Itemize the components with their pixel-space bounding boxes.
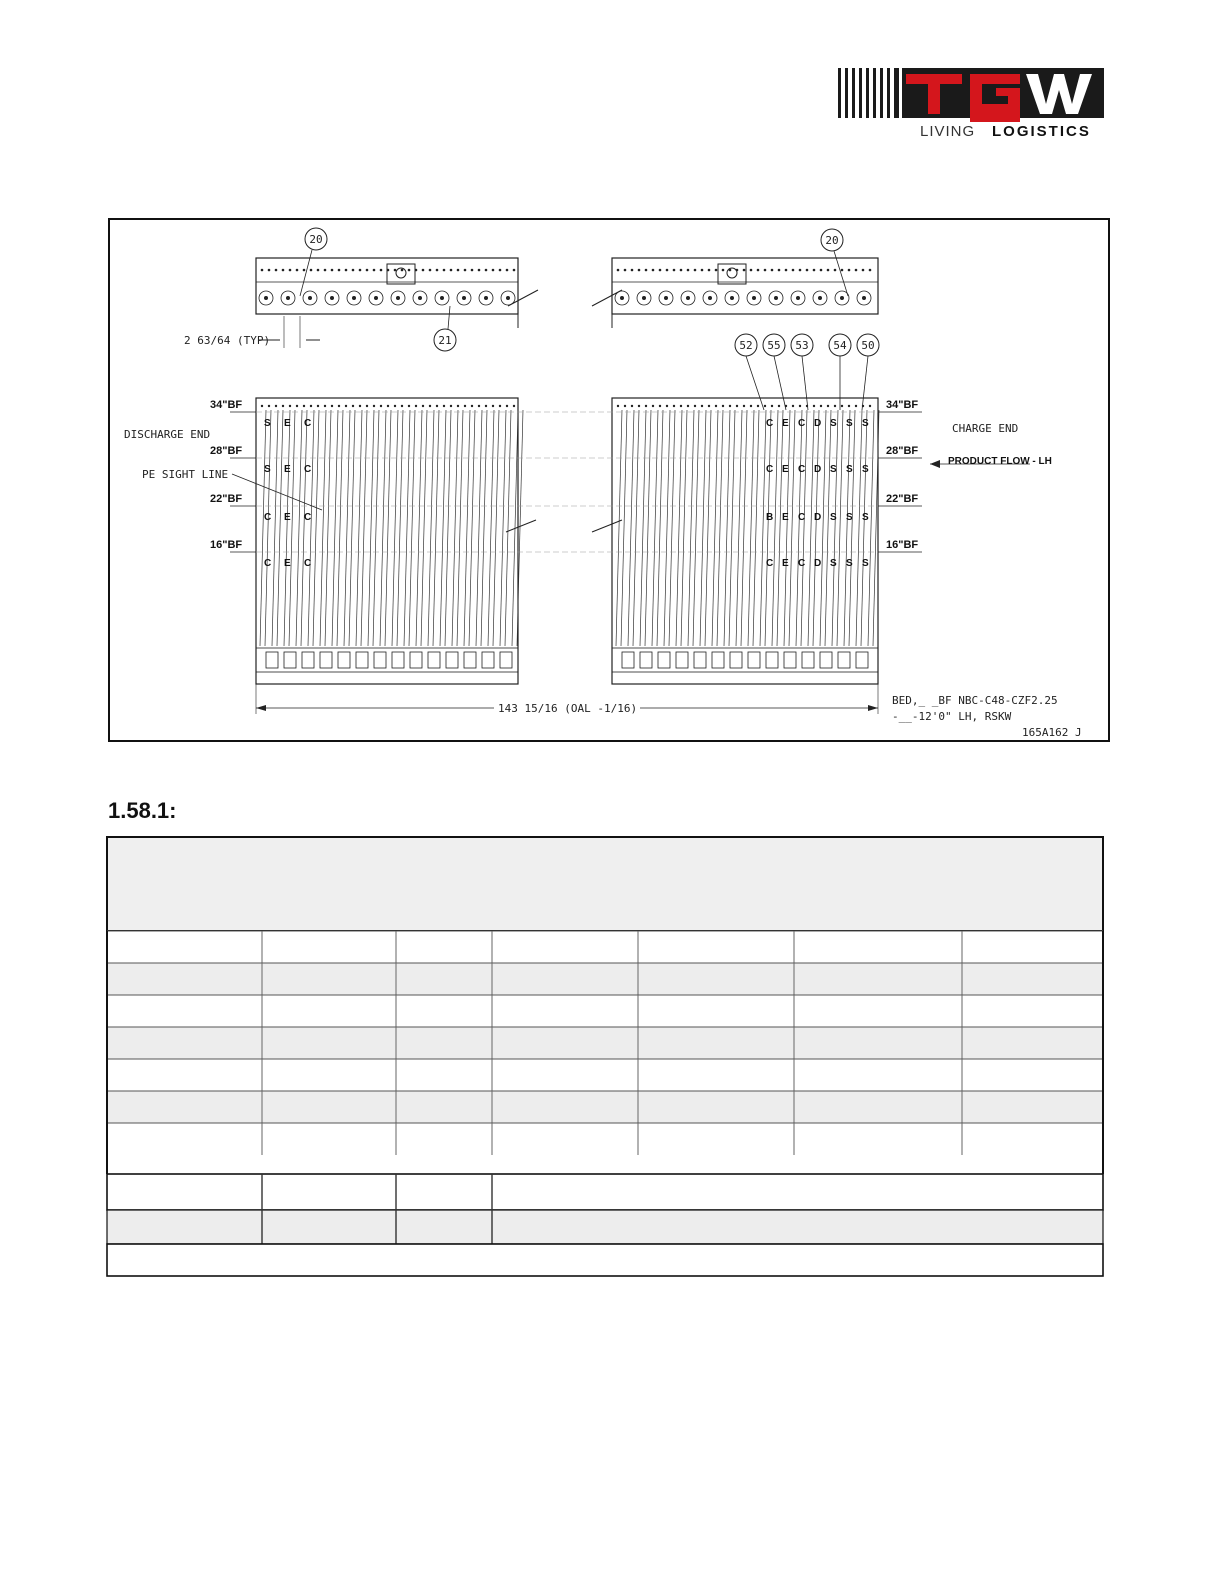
svg-text:-__-12'0" LH, RSKW: -__-12'0" LH, RSKW [892,710,1012,723]
plan-view-right [612,398,879,684]
level-label-left: 34"BF [210,399,243,411]
callout-21 [434,306,456,351]
engineering-drawing [108,218,1110,742]
zone-letter: S [862,558,869,569]
callout-number: 54 [833,339,847,352]
zone-letter: D [814,512,822,523]
zone-letter: C [766,464,774,475]
callout-number: 55 [767,339,781,352]
zone-letter: C [304,418,312,429]
discharge-end-label: DISCHARGE END [124,428,211,441]
charge-end-label: CHARGE END [952,422,1019,435]
zone-letters [264,418,869,569]
break-mark-left [506,520,536,532]
zone-letter: D [814,558,822,569]
svg-text:21: 21 [438,334,452,347]
callout-20-right [821,229,848,296]
zone-letter: C [304,464,312,475]
zone-letter: D [814,464,822,475]
zone-letter: S [846,464,853,475]
zone-letter: E [782,464,789,475]
level-label-right: 22"BF [886,493,919,505]
tgw-logo [836,66,1108,142]
zone-letter: B [766,512,774,523]
svg-text:PRODUCT FLOW - LH: PRODUCT FLOW - LH [948,456,1052,467]
level-label-left: 28"BF [210,445,243,457]
svg-text:165A162 J: 165A162 J [1022,726,1082,739]
zone-letter: S [846,512,853,523]
parts-table [106,836,1104,1278]
zone-letter: C [766,558,774,569]
zone-letter: C [798,512,806,523]
zone-letter: E [284,418,291,429]
plan-view-left [256,398,523,684]
svg-text:2 63/64 (TYP): 2 63/64 (TYP) [184,334,271,347]
zone-letter: C [264,512,272,523]
callout-number: 52 [739,339,753,352]
svg-text:PE SIGHT LINE: PE SIGHT LINE [142,468,229,481]
callout-number: 53 [795,339,809,352]
zone-letter: E [284,464,291,475]
zone-letter: S [264,418,271,429]
zone-letter: E [782,512,789,523]
zone-letter: C [304,512,312,523]
zone-letter: S [830,512,837,523]
svg-text:143 15/16 (OAL -1/16): 143 15/16 (OAL -1/16) [498,702,638,715]
level-label-left: 16"BF [210,539,243,551]
svg-text:20: 20 [309,233,323,246]
tagline-light: LIVING [920,123,976,140]
logo-stripes [838,68,899,118]
zone-letter: E [782,558,789,569]
svg-text:BED,_ _BF NBC-C48-CZF2.25: BED,_ _BF NBC-C48-CZF2.25 [892,694,1058,707]
zone-letter: S [830,558,837,569]
zone-letter: S [846,558,853,569]
title-block [892,694,1082,739]
zone-letter: E [284,558,291,569]
level-label-right: 16"BF [886,539,919,551]
top-view-left [256,258,538,328]
zone-letter: S [830,418,837,429]
pitch-dimension [184,316,320,348]
level-label-right: 28"BF [886,445,919,457]
svg-text:20: 20 [825,234,839,247]
zone-letter: S [862,464,869,475]
zone-letter: C [798,418,806,429]
break-mark-right [592,520,622,532]
zone-letter: E [284,512,291,523]
zone-letter: C [798,464,806,475]
tagline-bold: LOGISTICS [992,123,1091,140]
zone-letter: C [766,418,774,429]
product-flow-arrow [930,456,1052,468]
level-label-left: 22"BF [210,493,243,505]
zone-letter: S [830,464,837,475]
zone-letter: E [782,418,789,429]
zone-letter: C [264,558,272,569]
zone-letter: C [304,558,312,569]
overall-dimension [256,684,878,715]
zone-letter: S [846,418,853,429]
section-number: 1.58.1: [108,798,177,823]
zone-letter: S [862,418,869,429]
callout-number: 50 [861,339,875,352]
zone-letter: S [862,512,869,523]
zone-letter: D [814,418,822,429]
zone-letter: S [264,464,271,475]
zone-letter: C [798,558,806,569]
top-view-right [592,258,878,328]
level-label-right: 34"BF [886,399,919,411]
callout-20-left [300,228,327,296]
